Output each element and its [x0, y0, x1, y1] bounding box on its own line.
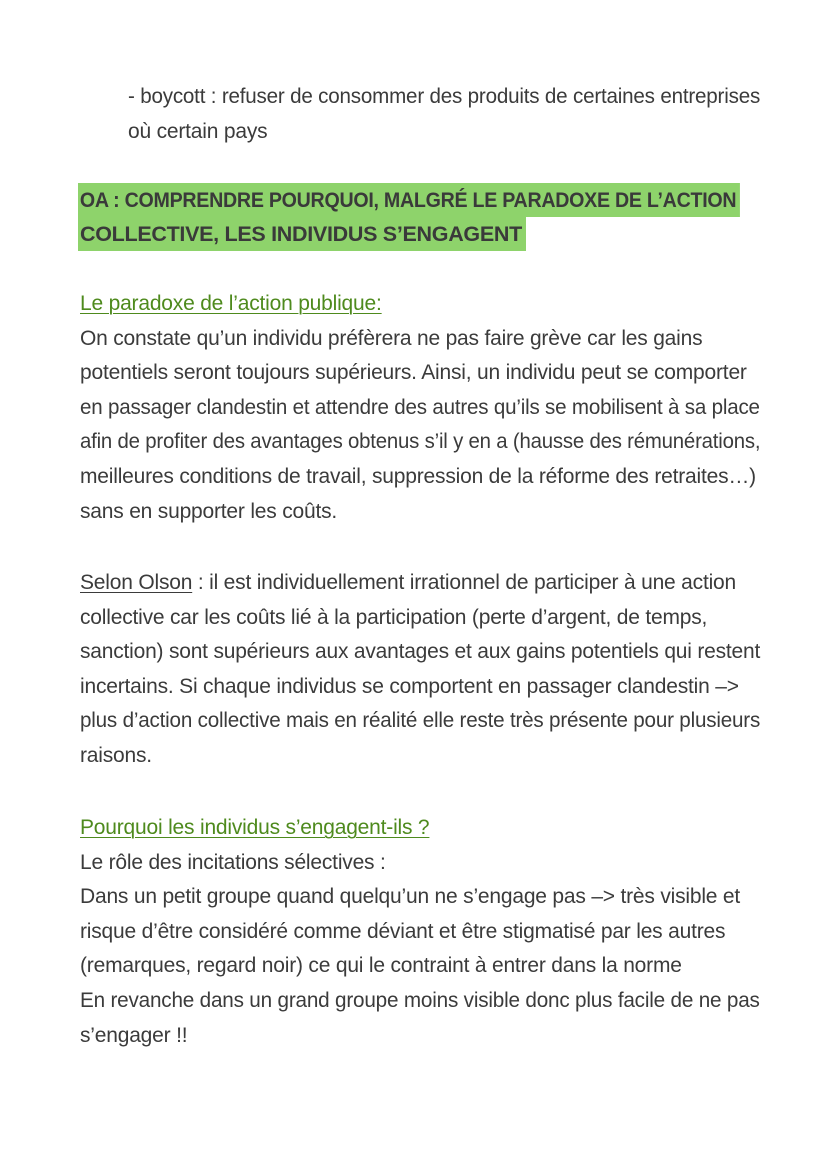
bullet-line: où certain pays — [128, 119, 268, 143]
heading-line: OA : COMPRENDRE POURQUOI, MALGRÉ LE PARADOXE DE L’ACTION — [78, 183, 740, 217]
section-olson — [80, 566, 770, 774]
paragraph-line: Le rôle des incitations sélectives : — [80, 850, 386, 874]
boycott-bullet — [128, 80, 768, 149]
paragraph-line: potentiels seront toujours supérieurs. Ainsi, un individu peut se comporter — [80, 361, 747, 385]
paragraph-line: En revanche dans un grand groupe moins visible donc plus facile de ne pas — [80, 988, 760, 1012]
bullet-line: - boycott : refuser de consommer des produits de certaines entreprises — [128, 85, 761, 108]
section-title: Pourquoi les individus s’engagent-ils ? — [80, 816, 430, 839]
section-paradox — [80, 287, 770, 529]
paragraph-line — [80, 566, 770, 601]
paragraph-line: collective car les coûts lié à la participation (perte d’argent, de temps, — [80, 605, 708, 629]
olson-first-line: : il est individuellement irrationnel de participer à une action — [192, 571, 737, 594]
paragraph-line: sanction) sont supérieurs aux avantages et aux gains potentiels qui restent — [80, 640, 761, 664]
heading-line: COLLECTIVE, LES INDIVIDUS S’ENGAGENT — [78, 217, 526, 251]
paragraph-line: s’engager !! — [80, 1023, 188, 1047]
paragraph-line: Dans un petit groupe quand quelqu’un ne s’engage pas –> très visible et — [80, 885, 741, 909]
paragraph-line: On constate qu’un individu préfèrera ne pas faire grève car les gains — [80, 326, 703, 350]
paragraph-line: afin de profiter des avantages obtenus s’il y en a (hausse des rémunérations, — [80, 430, 761, 454]
objective-heading — [78, 183, 758, 251]
paragraph-line: meilleures conditions de travail, suppression de la réforme des retraites…) — [80, 464, 756, 488]
paragraph-line: en passager clandestin et attendre des autres qu’ils se mobilisent à sa place — [80, 395, 760, 419]
olson-reference: Selon Olson — [80, 571, 193, 594]
section-title: Le paradoxe de l’action publique: — [80, 292, 382, 315]
paragraph-line: (remarques, regard noir) ce qui le contraint à entrer dans la norme — [80, 954, 682, 978]
paragraph-line: sans en supporter les coûts. — [80, 499, 338, 523]
paragraph-line: raisons. — [80, 743, 152, 767]
paragraph-line: incertains. Si chaque individus se comportent en passager clandestin –> — [80, 674, 739, 698]
section-why-engage — [80, 811, 770, 1053]
paragraph-line: risque d’être considéré comme déviant et être stigmatisé par les autres — [80, 919, 726, 943]
paragraph-line: plus d’action collective mais en réalité elle reste très présente pour plusieurs — [80, 709, 761, 733]
